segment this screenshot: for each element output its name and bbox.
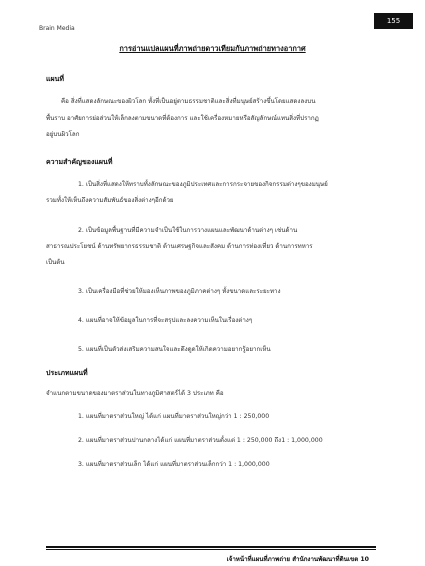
list-item-line: 5. แผนที่เป็นตัวส่งเสริมความสนใจและดึงดูดให้เกิดความอยากรู้อยากเห็น [78,346,271,353]
brand-label: Brain Media [39,25,75,32]
footer-text: เจ้าหน้าที่แผนที่ภาพถ่าย สำนักงานพัฒนาที่ดินเขต 10 [226,556,369,563]
footer-rule [46,546,376,548]
list-item-line: 1. แผนที่มาตราส่วนใหญ่ ได้แก่ แผนที่มาตราส่วนใหญ่กว่า 1 : 250,000 [78,413,270,420]
list-item-line: 1. เป็นสิ่งที่แสดงให้ทราบทั้งลักษณะของภูมิประเทศและการกระจายของกิจกรรมต่างๆของมนุษย์ [78,181,328,188]
list-item-line: รวมทั้งให้เห็นถึงความสัมพันธ์ของสิ่งต่างๆอีกด้วย [46,197,174,204]
section-heading-types: ประเภทแผนที่ [46,369,88,377]
section-heading-importance: ความสำคัญของแผนที่ [46,158,113,166]
footer-rule [46,549,376,550]
list-item-line: 2. เป็นข้อมูลพื้นฐานที่มีความจำเป็นใช้ในการวางแผนและพัฒนาด้านต่างๆ เช่นด้าน [78,227,298,234]
paragraph-line: อยู่บนผิวโลก [46,131,80,138]
paragraph-line: คือ สิ่งที่แสดงลักษณะของผิวโลก ทั้งที่เป็นอยู่ตามธรรมชาติและสิ่งที่มนุษย์สร้างขึ้นโดยแสดงลงบน [61,98,316,105]
list-item-line: 3. เป็นเครื่องมือที่ช่วยให้มองเห็นภาพของภูมิภาคต่างๆ ทั้งขนาดและระยะทาง [78,288,281,295]
page-title: การอ่านแปลแผนที่ภาพถ่ายดาวเทียมกับภาพถ่ายทางอากาศ [119,44,306,53]
list-item-line: สาธารณประโยชน์ ด้านทรัพยากรธรรมชาติ ด้านเศรษฐกิจและสังคม ด้านการท่องเที่ยว ด้านการทหาร [46,243,313,250]
list-item-line: เป็นต้น [46,259,65,266]
section-intro: จำแนกตามขนาดของมาตราส่วนในทางภูมิศาสตร์ได้ 3 ประเภท คือ [46,390,224,397]
page-number-badge: 155 [374,13,413,29]
list-item-line: 4. แผนที่อาจให้ข้อมูลในการที่จะสรุปและลงความเห็นในเรื่องต่างๆ [78,317,253,324]
section-heading-map: แผนที่ [46,75,65,83]
list-item-line: 3. แผนที่มาตราส่วนเล็ก ได้แก่ แผนที่มาตราส่วนเล็กกว่า 1 : 1,000,000 [78,461,270,468]
paragraph-line: พื้นราบ อาศัยการย่อส่วนให้เล็กลงตามขนาดที่ต้องการ และใช้เครื่องหมายหรือสัญลักษณ์แทนสิ่งที่ปรากฏ [46,115,319,122]
list-item-line: 2. แผนที่มาตราส่วนปานกลางได้แก่ แผนที่มาตราส่วนตั้งแต่ 1 : 250,000 ถึง1 : 1,000,000 [78,437,323,444]
